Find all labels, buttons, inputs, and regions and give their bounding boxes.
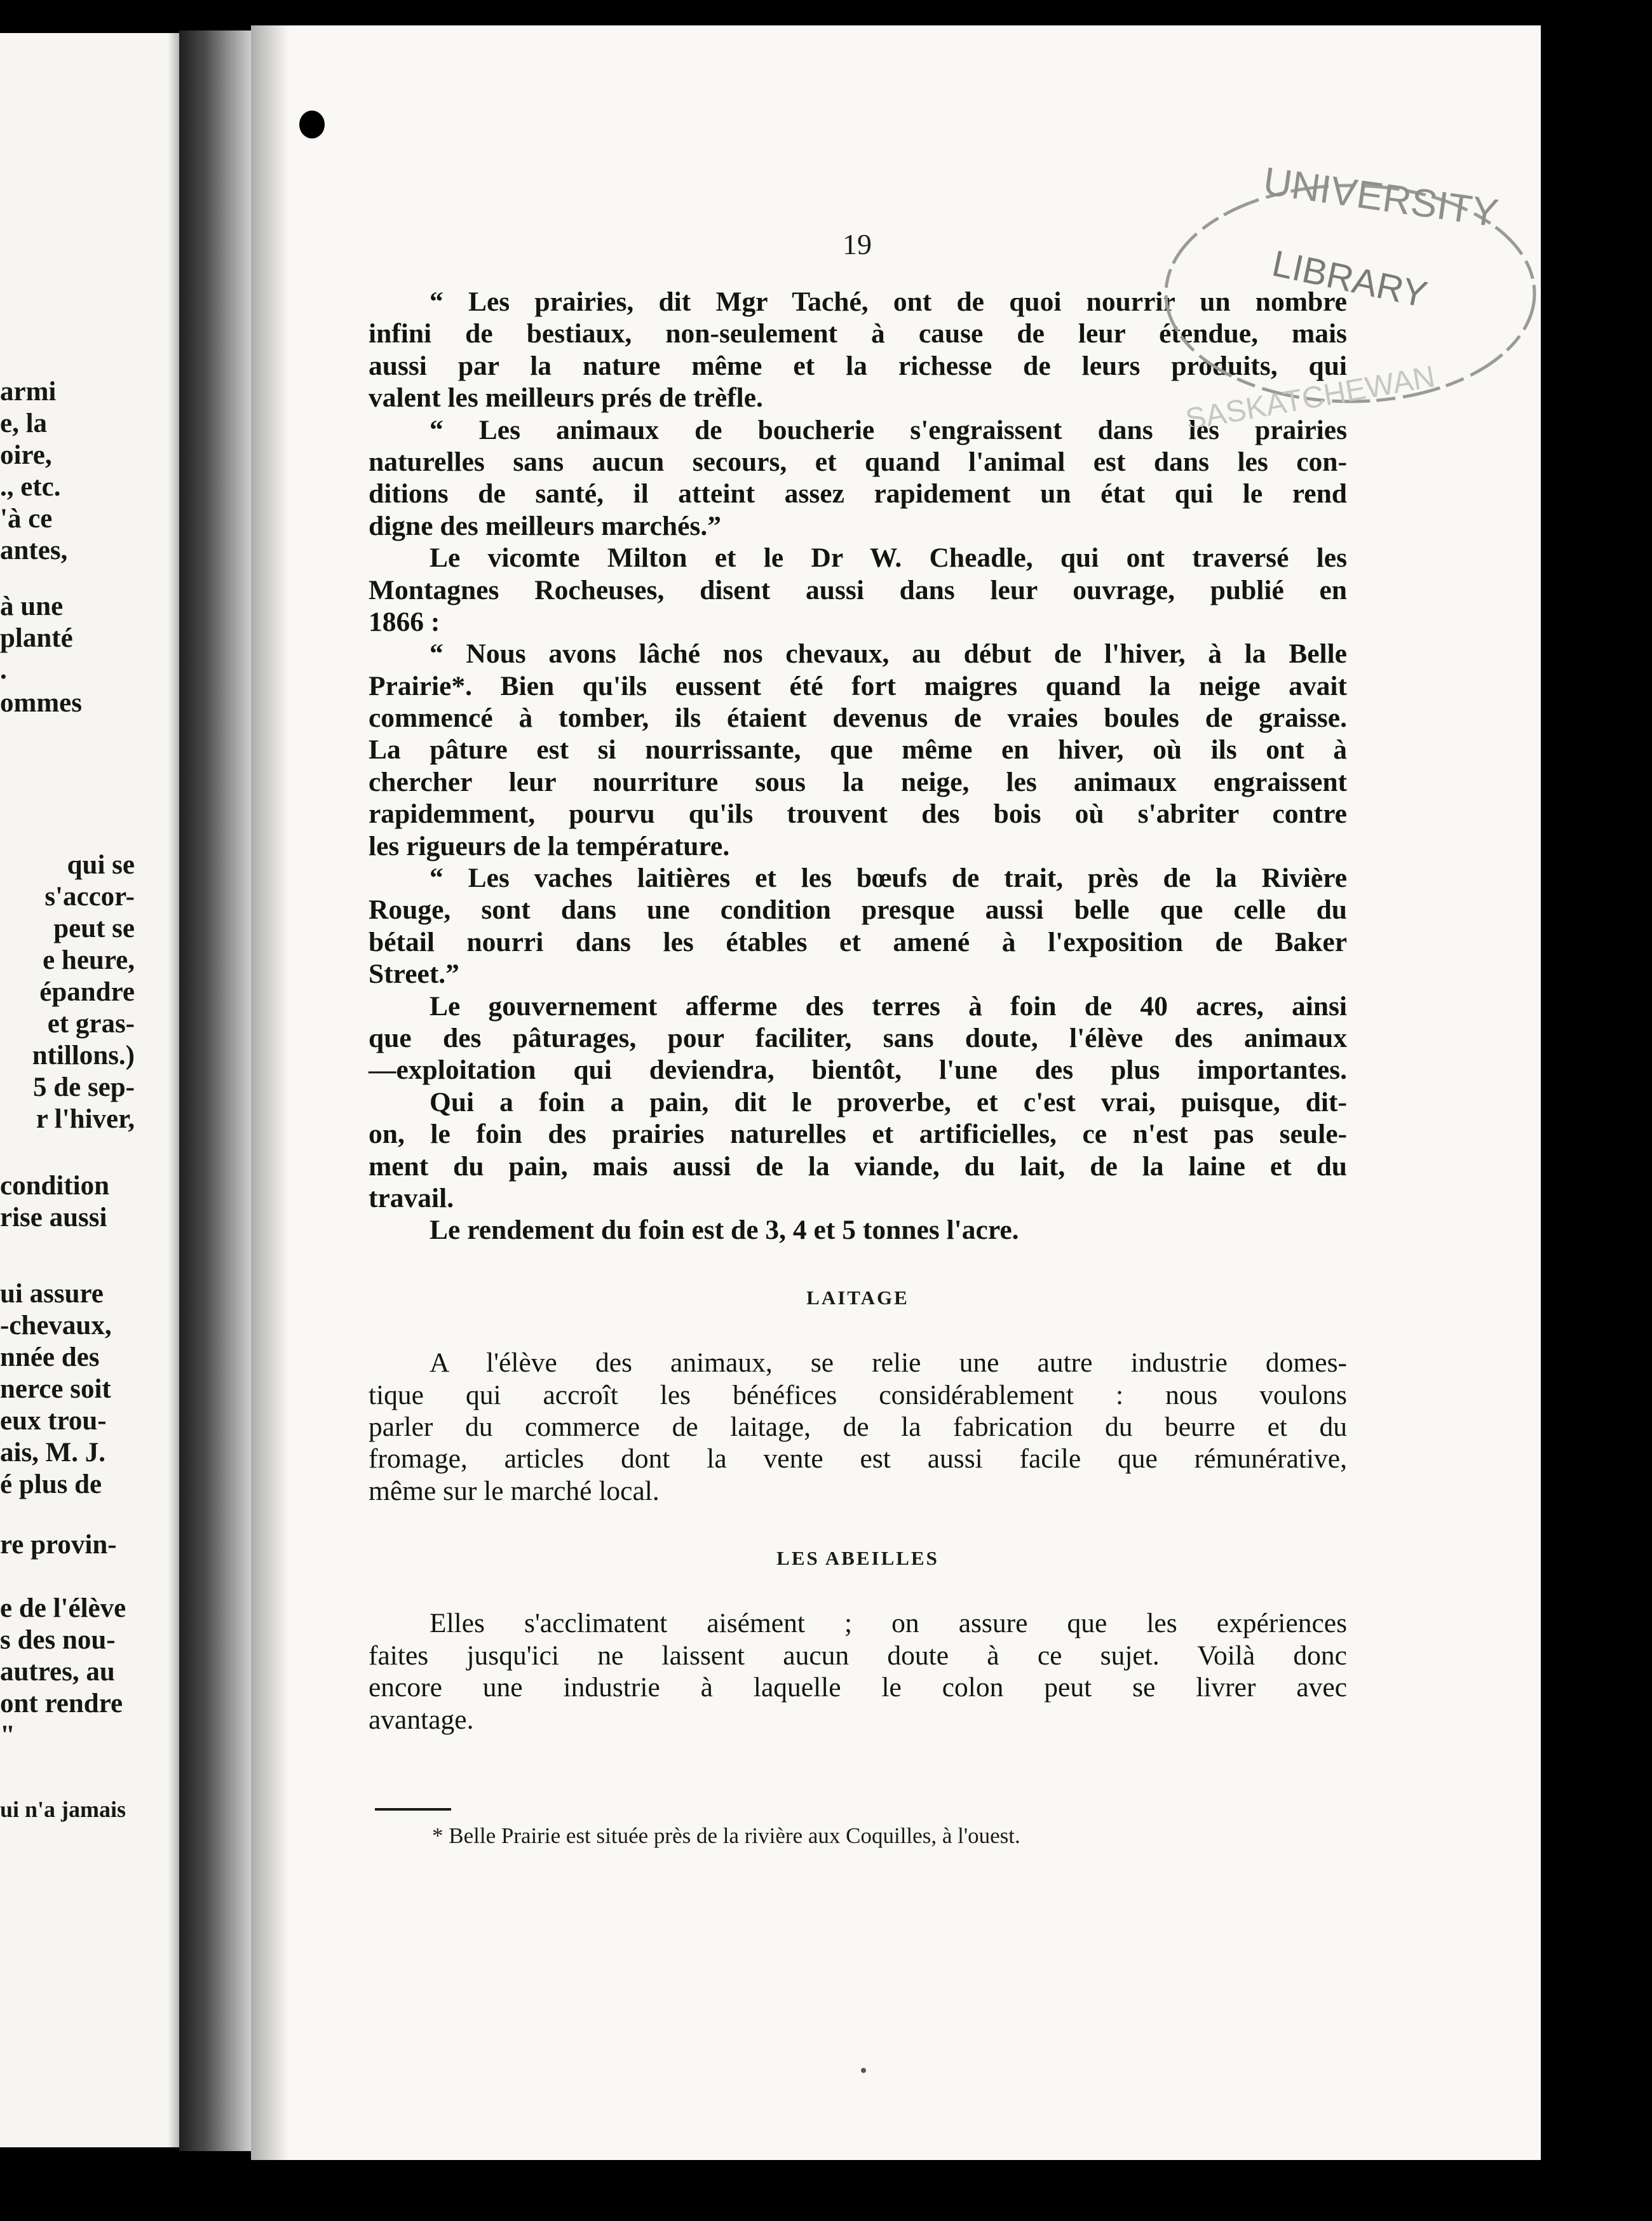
text-line: “ Les animaux de boucherie s'engraissent dans les prairies	[430, 414, 1347, 445]
left-page-text-fragment: nnée des	[0, 1342, 100, 1372]
left-page-text-fragment: -chevaux,	[0, 1311, 112, 1340]
text-line: Rouge, sont dans une condition presque aussi belle que celle du	[369, 894, 1347, 926]
left-page-text-fragment: oire,	[0, 440, 52, 470]
text-line: ditions de santé, il atteint assez rapidement un état qui le rend	[369, 478, 1347, 510]
page-number: 19	[843, 228, 872, 260]
left-page-text-fragment: .	[0, 655, 7, 685]
section-heading-laitage: LAITAGE	[806, 1286, 909, 1309]
left-page-text-fragment: 5 de sep-	[32, 1072, 135, 1102]
text-line: digne des meilleurs marchés.”	[369, 510, 721, 541]
text-line: Qui a foin a pain, dit le proverbe, et c'est vrai, puisque, dit-	[430, 1086, 1347, 1117]
text-line: faites jusqu'ici ne laissent aucun doute à ce sujet. Voilà donc	[369, 1640, 1347, 1671]
text-line: tique qui accroît les bénéfices considérablement : nous voulons	[369, 1379, 1347, 1410]
text-line: rapidemment, pourvu qu'ils trouvent des bois où s'abriter contre	[369, 799, 1347, 830]
text-line: ment du pain, mais aussi de la viande, du lait, de la laine et du	[369, 1151, 1347, 1182]
text-line: on, le foin des prairies naturelles et artificielles, ce n'est pas seule-	[369, 1119, 1347, 1150]
left-page-text-fragment: qui se	[67, 850, 135, 880]
text-line: Le gouvernement afferme des terres à foin de 40 acres, ainsi	[430, 990, 1347, 1022]
text-line: naturelles sans aucun secours, et quand l'animal est dans les con-	[369, 446, 1347, 477]
left-page-text-fragment: e de l'élève	[0, 1593, 126, 1623]
text-line: A l'élève des animaux, se relie une autre industrie domes-	[430, 1347, 1347, 1379]
paragraph	[369, 990, 1347, 1086]
footnote-rule	[375, 1808, 451, 1811]
text-line: La pâture est si nourrissante, que même en hiver, où ils ont à	[369, 734, 1347, 766]
text-line: Montagnes Rocheuses, disent aussi dans leur ouvrage, publié en	[369, 574, 1347, 605]
text-line: 1866 :	[369, 606, 440, 637]
text-line: encore une industrie à laquelle le colon peut se livrer avec	[369, 1672, 1347, 1703]
left-page-text-fragment: r l'hiver,	[36, 1104, 135, 1134]
text-line: même sur le marché local.	[369, 1475, 660, 1506]
text-line: les rigueurs de la température.	[369, 830, 730, 861]
paragraph	[369, 542, 1347, 638]
section-paragraph	[369, 1347, 1347, 1507]
text-line: bétail nourri dans les étables et amené à l'exposition de Baker	[369, 926, 1347, 957]
text-line: infini de bestiaux, non-seulement à cause de leur étendue, mais	[369, 318, 1347, 349]
left-page-text-fragment: ., etc.	[0, 472, 61, 502]
page-speck	[861, 2068, 866, 2073]
text-line: Le rendement du foin est de 3, 4 et 5 tonnes l'acre.	[430, 1215, 1019, 1246]
left-page-text-fragment: ui n'a jamais	[0, 1797, 126, 1822]
binding-hole	[299, 111, 325, 138]
left-page-text-fragment: ont rendre	[0, 1689, 123, 1718]
text-line: commencé à tomber, ils étaient devenus de vraies boules de graisse.	[369, 703, 1347, 734]
text-line: —exploitation qui deviendra, bientôt, l'une des plus importantes.	[369, 1055, 1347, 1086]
footnote: * Belle Prairie est située près de la rivière aux Coquilles, à l'ouest.	[432, 1823, 1020, 1848]
left-page-text-fragment: 'à ce	[0, 504, 53, 534]
text-line: chercher leur nourriture sous la neige, les animaux engraissent	[369, 766, 1347, 797]
text-line: que des pâturages, pour faciliter, sans doute, l'élève des animaux	[369, 1022, 1347, 1053]
text-line: valent les meilleurs prés de trèfle.	[369, 382, 763, 414]
library-stamp	[1156, 166, 1538, 427]
page-body	[369, 286, 1347, 1736]
left-page-text-fragment: e, la	[0, 408, 48, 438]
left-page-text-fragment: peut se	[53, 914, 135, 943]
left-page-text-fragment: é plus de	[0, 1469, 102, 1499]
paragraph	[369, 862, 1347, 990]
left-page-text-fragment: "	[0, 1720, 15, 1750]
left-page-text-fragment: ntillons.)	[32, 1041, 135, 1070]
left-page-text-fragment: épandre	[39, 977, 135, 1007]
paragraph	[369, 1086, 1347, 1215]
text-line: parler du commerce de laitage, de la fabrication du beurre et du	[369, 1411, 1347, 1442]
left-page-text-fragment: condition	[0, 1171, 110, 1201]
left-page-text-fragment: eux trou-	[0, 1406, 107, 1436]
stamp-line-2: LIBRARY	[1268, 242, 1431, 316]
left-page-text-fragment: e heure,	[43, 945, 135, 975]
left-page-text-fragment: autres, au	[0, 1657, 115, 1687]
left-page-text-fragment: armi	[0, 377, 57, 407]
left-page-text-fragment: ais, M. J.	[0, 1438, 106, 1468]
left-page-text-fragment: à une	[0, 591, 64, 621]
paragraph	[369, 638, 1347, 862]
paragraph	[369, 1214, 1347, 1246]
left-page-text-fragment: planté	[0, 623, 73, 653]
text-line: aussi par la nature même et la richesse de leurs produits, qui	[369, 350, 1347, 381]
left-page-text-fragment: nerce soit	[0, 1374, 111, 1404]
left-page-text-fragment: s des nou-	[0, 1625, 116, 1655]
text-line: Le vicomte Milton et le Dr W. Cheadle, qui ont traversé les	[430, 543, 1347, 574]
text-line: fromage, articles dont la vente est aussi facile que rémunérative,	[369, 1443, 1347, 1475]
section-paragraph	[369, 1607, 1347, 1736]
text-line: “ Les vaches laitières et les bœufs de trait, près de la Rivière	[430, 863, 1347, 894]
left-page-text-fragment: et gras-	[47, 1009, 135, 1039]
text-line: “ Nous avons lâché nos chevaux, au début de l'hiver, à la Belle	[430, 638, 1347, 670]
text-line: Elles s'acclimatent aisément ; on assure que les expériences	[430, 1608, 1347, 1639]
book-binding-shadow	[179, 30, 252, 2151]
left-page-text-fragment: re provin-	[0, 1530, 117, 1560]
left-page-text-fragment: s'accor-	[44, 882, 135, 912]
stamp-line-3: SASKATCHEWAN	[1182, 360, 1438, 427]
left-page-text-fragment: antes,	[0, 536, 68, 565]
text-line: travail.	[369, 1182, 454, 1213]
text-line: avantage.	[369, 1704, 474, 1735]
text-line: “ Les prairies, dit Mgr Taché, ont de quoi nourrir un nombre	[430, 287, 1347, 317]
previous-page-edge	[0, 33, 184, 2147]
section-heading-les-abeilles: LES ABEILLES	[776, 1547, 939, 1570]
text-line: Street.”	[369, 959, 459, 990]
stamp-line-1: UNIVERSITY	[1261, 166, 1501, 236]
left-page-text-fragment: ommes	[0, 688, 82, 718]
left-page-text-fragment: rise aussi	[0, 1203, 107, 1232]
left-page-text-fragment: ui assure	[0, 1279, 104, 1309]
text-line: Prairie*. Bien qu'ils eussent été fort maigres quand la neige avait	[369, 670, 1347, 701]
paragraph	[369, 414, 1347, 543]
